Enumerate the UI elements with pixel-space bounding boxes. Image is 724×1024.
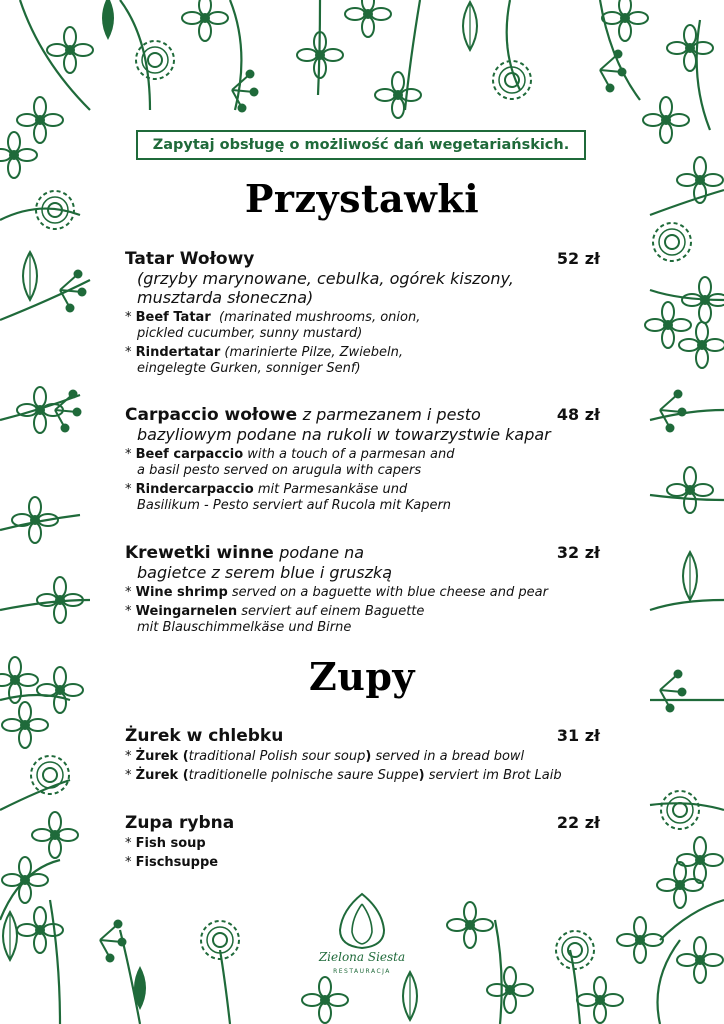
item-description: (grzyby marynowane, cebulka, ogórek kiszony, musztarda słoneczna) — [137, 269, 514, 307]
item-name: Zupa rybna — [125, 813, 235, 833]
leaf-drop-icon — [312, 890, 412, 990]
translation-de: * Rindercarpaccio mit Parmesankäse und Basilikum - Pesto serviert auf Rucola mit Kapern — [125, 482, 452, 513]
item-name-suffix: z parmezanem i pesto — [302, 405, 481, 424]
section-title-starters: Przystawki — [244, 176, 480, 221]
item-name: Tatar Wołowy — [125, 249, 255, 269]
translation-de: * Fischsuppe — [125, 855, 219, 870]
logo-name: Zielona Siesta — [318, 950, 406, 964]
item-price: 48 zł — [556, 405, 600, 424]
item-description: bazyliowym podane na rukoli w towarzystwie kapar — [137, 425, 551, 444]
menu-item-zurek — [125, 726, 600, 784]
menu-item-beef-tartare — [125, 249, 600, 377]
item-name: Krewetki winne — [125, 543, 274, 563]
item-price: 22 zł — [556, 813, 600, 832]
translation-en: * Beef Tatar (marinated mushrooms, onion, pickled cucumber, sunny mustard) — [125, 310, 421, 341]
translation-en: * Fish soup — [125, 836, 206, 851]
menu-item-fish-soup — [125, 813, 600, 871]
menu-item-wine-shrimp — [125, 543, 600, 636]
item-description: bagietce z serem blue i gruszką — [137, 563, 393, 582]
item-price: 52 zł — [556, 249, 600, 268]
logo-subtitle: RESTAURACJA — [333, 968, 391, 975]
translation-en: * Beef carpaccio with a touch of a parmesan and a basil pesto served on arugula with capers — [125, 447, 455, 478]
translation-de: * Rindertatar (marinierte Pilze, Zwiebeln, eingelegte Gurken, sonniger Senf) — [125, 345, 404, 376]
item-name: Carpaccio wołowe — [125, 405, 298, 425]
translation-en: * Żurek (traditional Polish sour soup) served in a bread bowl — [125, 749, 525, 764]
item-price: 31 zł — [556, 726, 600, 745]
menu-item-beef-carpaccio — [125, 405, 600, 514]
item-name: Żurek w chlebku — [125, 726, 284, 746]
translation-en: * Wine shrimp served on a baguette with blue cheese and pear — [125, 585, 548, 600]
vegetarian-notice: Zapytaj obsługę o możliwość dań wegetariańskich. — [136, 130, 586, 160]
item-name-suffix: podane na — [279, 543, 365, 562]
translation-de: * Weingarnelen serviert auf einem Baguette mit Blauschimmelkäse und Birne — [125, 604, 425, 635]
section-title-soups: Zupy — [308, 654, 416, 699]
translation-de: * Żurek (traditionelle polnische saure Suppe) serviert im Brot Laib — [125, 768, 562, 783]
item-price: 32 zł — [556, 543, 600, 562]
